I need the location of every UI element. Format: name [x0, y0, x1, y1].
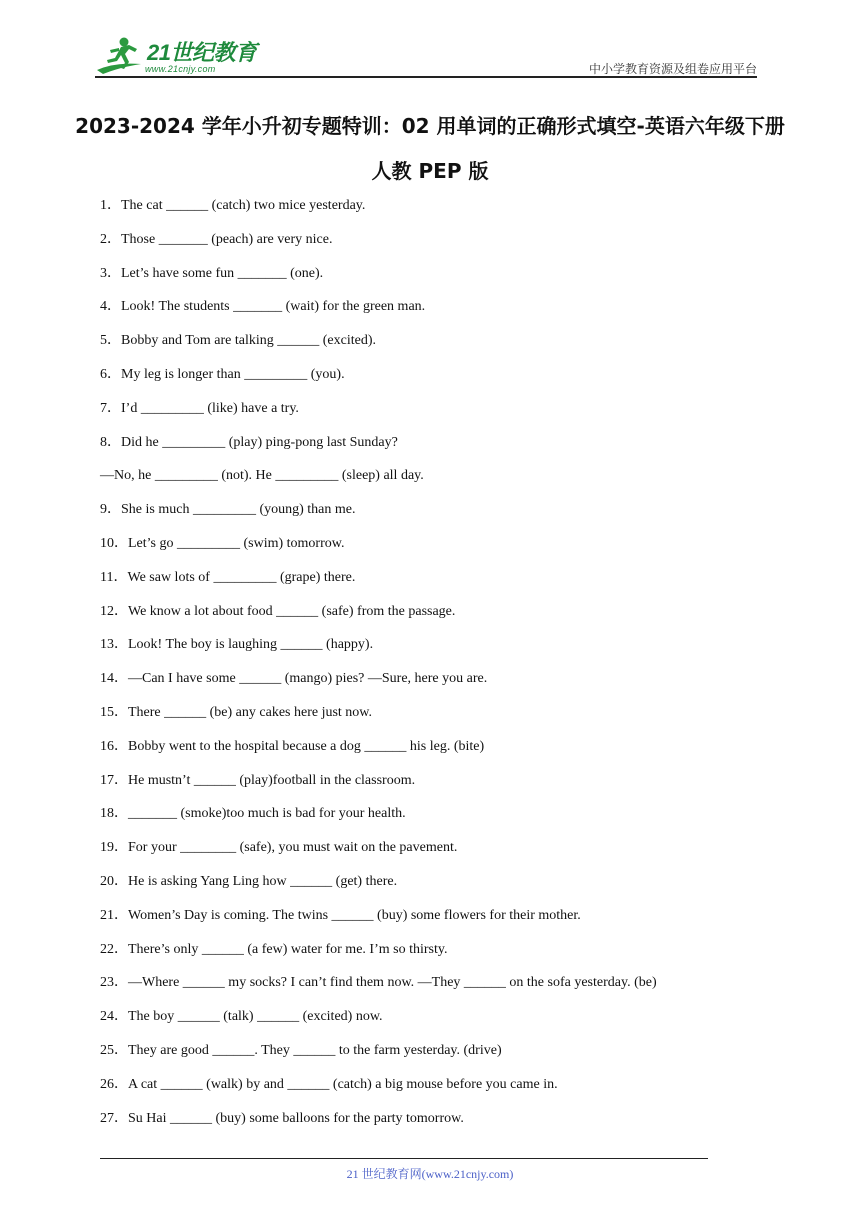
question-item: 20．He is asking Yang Ling how ______ (get) there.: [100, 873, 398, 889]
question-item: 10．Let’s go _________ (swim) tomorrow.: [100, 535, 345, 551]
page-header: [95, 30, 757, 78]
question-item: 26．A cat ______ (walk) by and ______ (catch) a big mouse before you came in.: [100, 1076, 558, 1092]
question-item: 5．Bobby and Tom are talking ______ (excited).: [100, 333, 376, 349]
question-item: 22．There’s only ______ (a few) water for me. I’m so thirsty.: [100, 941, 448, 957]
question-item: 11．We saw lots of _________ (grape) there.: [100, 569, 356, 585]
question-item: 9．She is much _________ (young) than me.: [100, 502, 356, 518]
logo-text: 21世纪教育: [147, 40, 257, 65]
question-item: 13．Look! The boy is laughing ______ (happy).: [100, 637, 374, 653]
question-item: 18．_______ (smoke)too much is bad for your health.: [100, 806, 406, 822]
question-item: 23．—Where ______ my socks? I can’t find them now. —They ______ on the sofa yesterday. (be): [100, 975, 657, 991]
header-divider: [95, 76, 757, 78]
platform-name: 中小学教育资源及组卷应用平台: [588, 62, 757, 76]
question-item: 14．—Can I have some ______ (mango) pies? —Sure, here you are.: [100, 671, 488, 687]
question-item: 27．Su Hai ______ (buy) some balloons for the party tomorrow.: [100, 1110, 464, 1126]
logo-subtext: www.21cnjy.com: [145, 64, 216, 74]
document-title: 2023-2024 学年小升初专题特训：02 用单词的正确形式填空-英语六年级下册人教 PEP 版: [75, 114, 785, 183]
question-item: 25．They are good ______. They ______ to the farm yesterday. (drive): [100, 1042, 502, 1058]
question-item: 8．Did he _________ (play) ping-pong last Sunday?: [100, 434, 398, 450]
question-item: 16．Bobby went to the hospital because a dog ______ his leg. (bite): [100, 738, 485, 754]
question-item: 12．We know a lot about food ______ (safe) from the passage.: [100, 603, 456, 619]
footer-divider: [100, 1158, 708, 1159]
question-item: 17．He mustn’t ______ (play)football in the classroom.: [100, 772, 416, 788]
question-item: 6．My leg is longer than _________ (you).: [100, 366, 345, 382]
question-list: [100, 196, 800, 1142]
runner-logo-icon: [95, 34, 145, 76]
question-item: —No, he _________ (not). He _________ (sleep) all day.: [100, 468, 424, 484]
question-item: 2．Those _______ (peach) are very nice.: [100, 231, 333, 247]
question-item: 4．Look! The students _______ (wait) for the green man.: [100, 299, 426, 315]
question-item: 1．The cat ______ (catch) two mice yesterday.: [100, 198, 366, 213]
question-item: 7．I’d _________ (like) have a try.: [100, 400, 299, 416]
question-item: 3．Let’s have some fun _______ (one).: [100, 265, 324, 281]
logo: [95, 34, 260, 76]
question-item: 24．The boy ______ (talk) ______ (excited) now.: [100, 1009, 383, 1025]
question-item: 15．There ______ (be) any cakes here just now.: [100, 704, 373, 720]
question-item: 19．For your ________ (safe), you must wait on the pavement.: [100, 840, 458, 856]
question-item: 21．Women’s Day is coming. The twins ______ (buy) some flowers for their mother.: [100, 907, 581, 923]
footer-link[interactable]: 21 世纪教育网(www.21cnjy.com): [346, 1167, 514, 1181]
